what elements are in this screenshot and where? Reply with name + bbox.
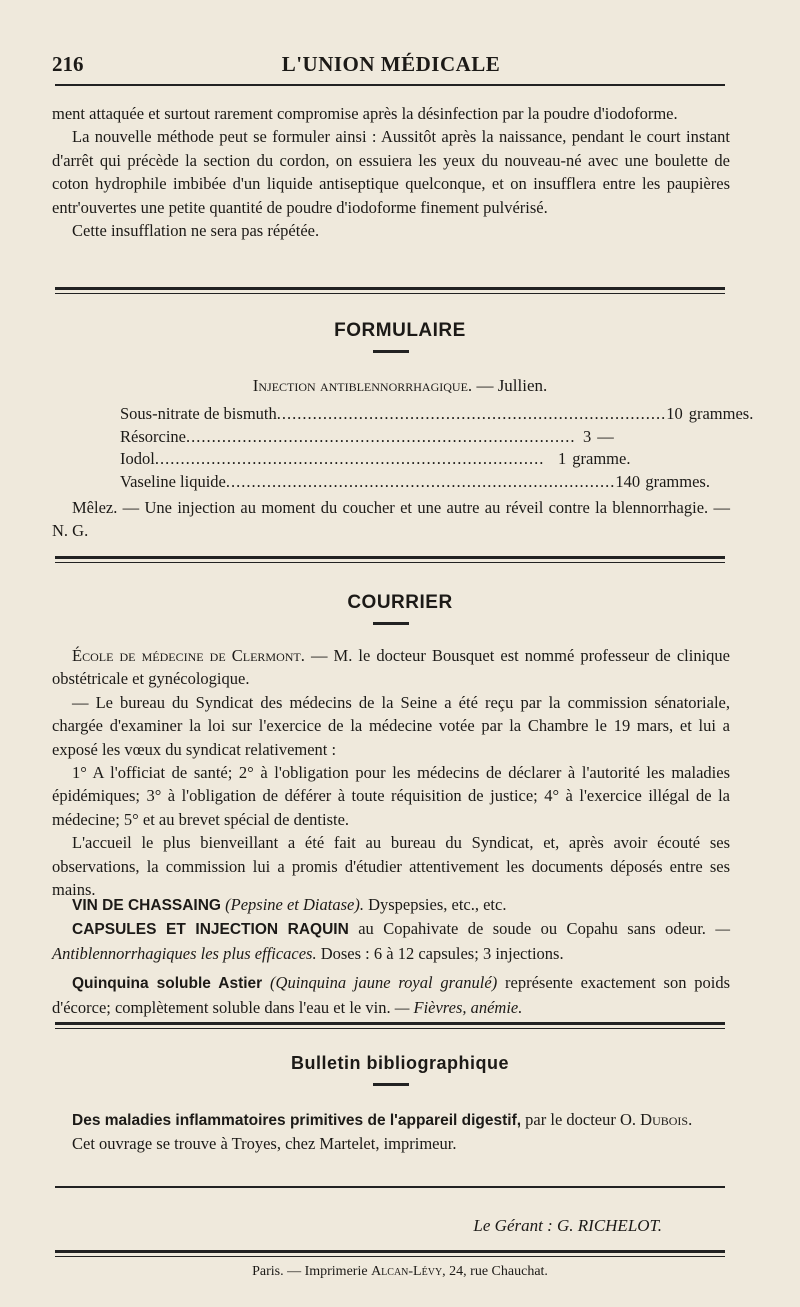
ingredient-row (120, 449, 660, 472)
ingredient-row (120, 427, 660, 450)
ingredient-unit: grammes. (645, 471, 710, 491)
courrier-paragraph-3: 1° A l'officiat de santé; 2° à l'obligation pour les médecins de déclarer à l'autorité les maladies épidémiques; 3° à l'obligation de déférer à toute réquisition de justice; 4° à l'exercice illégal de la médecine; 5° et au brevet spécial de dentiste. (52, 763, 730, 829)
printer-prefix: Paris. — Imprimerie (252, 1264, 372, 1279)
section-divider (55, 1022, 725, 1029)
ingredient-name: Vaseline liquide (120, 471, 226, 491)
advertisements (52, 893, 730, 1019)
leader-dots: ............................................................................ (154, 449, 545, 468)
ad-capsules-raquin (52, 917, 730, 965)
ad-text: Dyspepsies, etc., etc. (363, 895, 507, 914)
ingredient-qty: 1 (558, 449, 567, 468)
printer-imprint (0, 1264, 800, 1280)
ingredient-qty: 10 (666, 404, 683, 423)
courrier-title: COURRIER (347, 592, 453, 613)
page-header (52, 52, 730, 82)
signature-text: Le Gérant : G. RICHELOT. (473, 1216, 662, 1235)
book-entry (52, 1108, 730, 1132)
ingredient-name: Résorcine (120, 426, 186, 446)
ad-quinquina (52, 971, 730, 1019)
ingredient-unit: — (597, 426, 614, 446)
courrier-text (52, 644, 730, 901)
ingredient-row (120, 404, 754, 427)
recipe-author: — Jullien. (476, 376, 548, 395)
book-author: O. Dubois. (620, 1110, 693, 1129)
editor-signature (473, 1216, 662, 1236)
header-rule (55, 84, 725, 86)
journal-title: L'UNION MÉDICALE (281, 52, 501, 76)
leader-dots: ............................................................................ (276, 404, 667, 423)
ingredient-name: Iodol (120, 449, 155, 468)
courrier-rule (373, 622, 409, 625)
footer-divider (55, 1250, 725, 1257)
courrier-paragraph-2: — Le bureau du Syndicat des médecins de la Seine a été reçu par la commission sénatoriale, chargée d'examiner la loi sur l'exercice de la médecine votée par la Chambre le 19 mars, et lui a exposé les vœux du syndicat relativement : (52, 692, 730, 759)
ingredient-qty: 140 (615, 471, 641, 491)
ingredient-row (120, 471, 710, 495)
ad-tagline: — Fièvres, anémie. (390, 997, 523, 1017)
ingredient-qty: 3 (582, 426, 592, 446)
recipe-name: Injection antiblennorrhagique. (252, 376, 473, 395)
ingredient-name: Sous-nitrate de bismuth (120, 404, 277, 423)
bulletin-title: Bulletin bibliographique (291, 1053, 509, 1073)
courrier-paragraph-1 (52, 644, 730, 691)
ad-detail: (Pepsine et Diatase). (225, 895, 364, 914)
ad-text: représente exactement son poids d'écorce; complètement soluble dans l'eau et le vin. (52, 973, 731, 1017)
bulletin-text (52, 1108, 730, 1156)
intro-paragraph-2: La nouvelle méthode peut se formuler ainsi : Aussitôt après la naissance, pendant le court instant d'arrêt qui précède la section du cordon, on essuiera les yeux du nouveau-né avec une boulette de coton hydrophile imbibée d'un liquide antiseptique quelconque, et on insufflera entre les paupières entr'ouvertes une petite quantité de poudre d'iodoforme finement pulvérisé. (52, 127, 730, 217)
recipe-title (0, 376, 800, 396)
intro-paragraph-1: ment attaquée et surtout rarement compromise après la désinfection par la poudre d'iodoforme. (52, 104, 678, 123)
recipe-ingredients (120, 404, 754, 494)
book-title: Des maladies inflammatoires primitives de l'appareil digestif, (72, 1112, 522, 1129)
ad-brand: VIN DE CHASSAING (72, 897, 221, 914)
ad-text: au Copahivate de soude ou Copahu sans odeur. (348, 919, 706, 939)
formulaire-title: FORMULAIRE (334, 320, 466, 341)
section-divider (55, 287, 725, 294)
ad-detail: (Quinquina jaune royal granulé) (270, 973, 498, 993)
ingredient-unit: gramme. (572, 449, 631, 468)
ingredient-unit: grammes. (688, 404, 754, 423)
section-divider (55, 556, 725, 563)
page-number: 216 (52, 52, 84, 76)
ad-vin-chassaing (52, 893, 730, 917)
book-by: par le docteur (521, 1110, 620, 1129)
formulaire-rule (373, 350, 409, 353)
ad-brand: Quinquina soluble Astier (72, 975, 263, 993)
bulletin-rule (373, 1083, 409, 1086)
courrier-paragraph-4: L'accueil le plus bienveillant a été fait au bureau du Syndicat, et, après avoir écouté ses observations, la commission lui a promis d'étudier attentivement les documents déposés entre ses mains. (52, 833, 730, 900)
intro-paragraph-3: Cette insufflation ne sera pas répétée. (72, 221, 320, 241)
leader-dots: ............................................................................ (225, 471, 616, 491)
ad-brand: CAPSULES ET INJECTION RAQUIN (72, 921, 349, 939)
printer-address: 24, rue Chauchat. (445, 1264, 548, 1279)
recipe-instructions: Mêlez. — Une injection au moment du coucher et une autre au réveil contre la blennorrhagie. — N. G. (52, 498, 730, 541)
leader-dots: ............................................................................ (185, 426, 576, 446)
institution-name: École de médecine de Clermont. (72, 646, 305, 665)
intro-text (52, 102, 730, 242)
printer-name: Alcan-Lévy, (371, 1264, 446, 1279)
ad-dosage: Doses : 6 à 12 capsules; 3 injections. (316, 943, 564, 963)
announcement-text: — M. le docteur Bousquet est nommé professeur de clinique obstétricale et gynécologique. (52, 646, 730, 689)
footer-rule (55, 1186, 725, 1188)
ad-tagline: — Antiblennorrhagiques les plus efficaces. (52, 919, 731, 963)
book-note: Cet ouvrage se trouve à Troyes, chez Martelet, imprimeur. (72, 1134, 457, 1154)
recipe-note (52, 496, 730, 543)
